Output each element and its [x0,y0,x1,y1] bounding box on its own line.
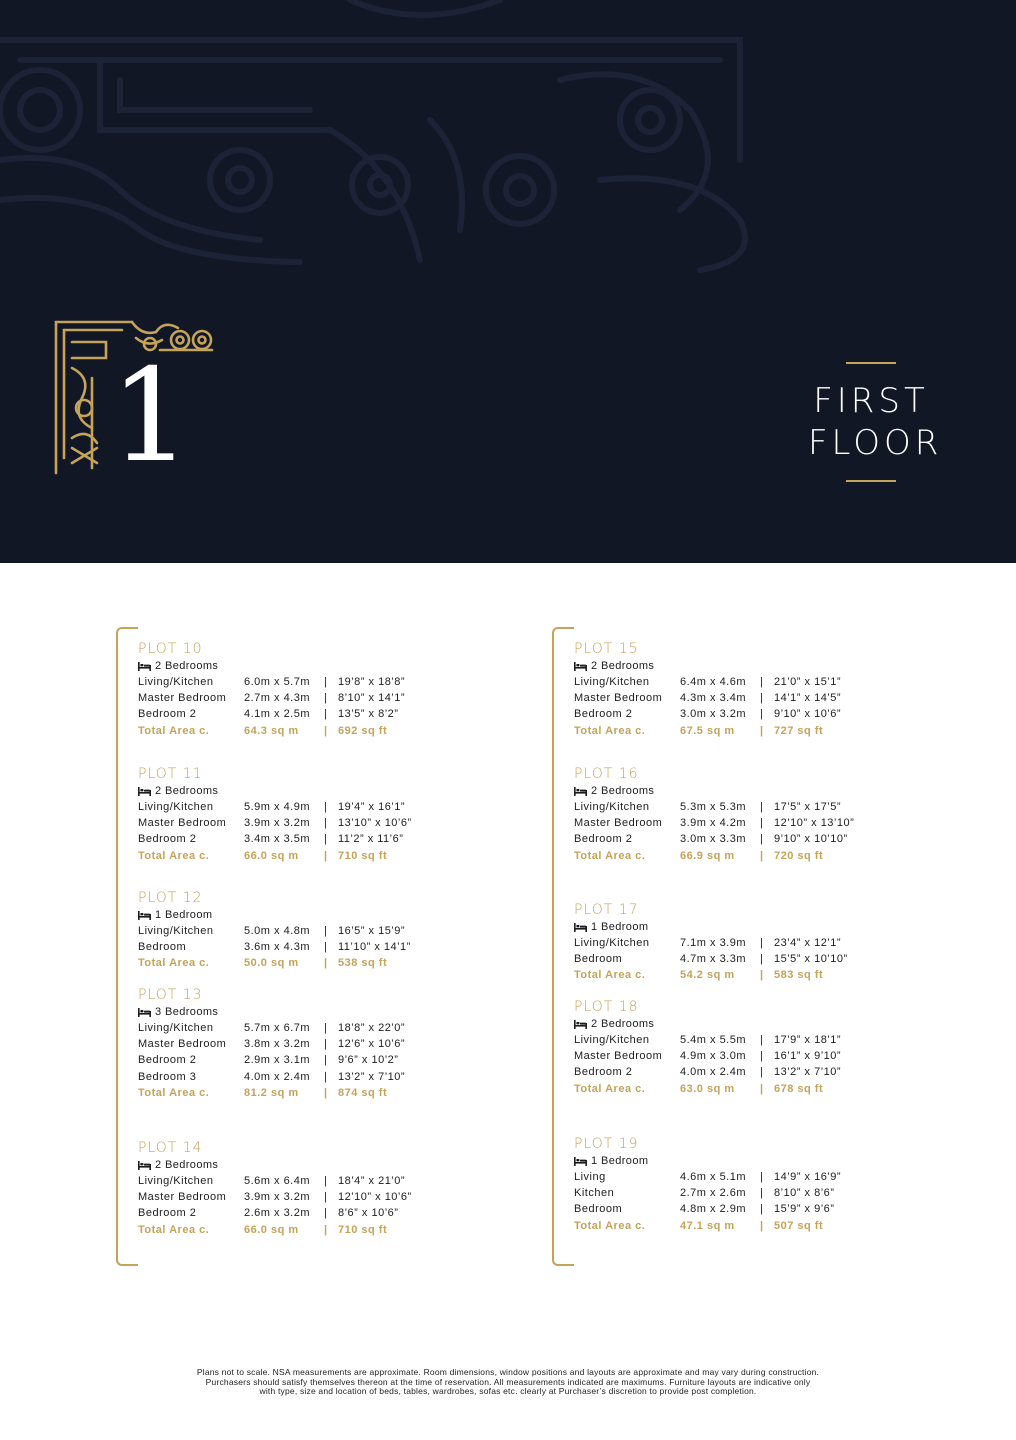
total-area-row [138,1085,468,1101]
room-name: Living/Kitchen [574,801,650,813]
room-imperial: 8’10” x 8’6” [774,1187,835,1200]
separator: | [324,724,328,737]
disclaimer-line3: with type, size and location of beds, tables, wardrobes, sofas etc. clearly at Purchaser’s discretion to provide post completion. [259,1386,757,1396]
room-metric: 3.9m x 3.2m [244,817,311,830]
plot-block [574,998,904,1097]
room-imperial: 12’6” x 10’6” [338,1038,406,1051]
room-name: Bedroom 2 [138,708,197,721]
room-name: Living/Kitchen [574,1034,650,1046]
room-row [138,1205,468,1221]
room-metric: 3.8m x 3.2m [244,1038,311,1051]
separator: | [324,849,328,862]
disclaimer-line2: Purchasers should satisfy themselves thereon at the time of reservation. All measurements indicated are maximums. Furniture layouts are indicative only [205,1376,811,1387]
room-name: Bedroom 2 [574,708,633,721]
room-row [138,1020,468,1036]
separator: | [760,1034,764,1046]
floor-title-block [808,362,943,482]
plot-block [574,765,904,864]
room-metric: 3.9m x 4.2m [680,817,747,830]
room-imperial: 13’2” x 7’10” [774,1066,842,1079]
room-imperial: 18’4” x 21’0” [338,1175,406,1187]
bedroom-count-label: 2 Bedrooms [591,1018,655,1030]
total-imperial: 692 sq ft [338,724,388,737]
plot-block [138,765,468,864]
total-imperial: 583 sq ft [774,969,824,982]
separator: | [324,1086,328,1099]
room-imperial: 19’4” x 16’1” [338,801,406,813]
floor-title-line2: FLOOR [808,423,943,463]
total-metric: 50.0 sq m [244,957,299,970]
bedroom-count [138,1157,468,1173]
room-name: Living/Kitchen [574,676,650,688]
room-name: Living/Kitchen [574,937,650,949]
bedroom-count [574,919,904,935]
room-name: Living/Kitchen [138,676,214,688]
room-row [574,1169,904,1185]
room-metric: 4.1m x 2.5m [244,708,311,721]
room-metric: 2.7m x 2.6m [680,1187,747,1200]
room-row [574,831,904,847]
room-name: Living [574,1171,606,1183]
room-metric: 5.6m x 6.4m [244,1175,311,1187]
bedroom-count-label: 1 Bedroom [591,921,649,933]
room-name: Kitchen [574,1187,615,1200]
plot-block [574,640,904,739]
room-name: Living/Kitchen [138,1022,214,1034]
bedroom-count [138,783,468,799]
room-name: Master Bedroom [138,692,227,705]
room-name: Master Bedroom [574,817,663,830]
plot-block [574,901,904,984]
room-metric: 2.9m x 3.1m [244,1054,311,1067]
total-area-row [574,723,904,739]
room-row [574,799,904,815]
separator: | [324,1191,328,1204]
room-row [574,935,904,951]
room-imperial: 12’10” x 13’10” [774,817,855,830]
total-label: Total Area c. [574,969,646,982]
plot-name: PLOT 19 [574,1136,639,1152]
room-metric: 3.0m x 3.3m [680,833,747,846]
separator: | [324,708,328,721]
room-name: Bedroom 2 [574,1066,633,1079]
bedroom-count [138,1004,468,1020]
room-metric: 5.0m x 4.8m [244,925,311,937]
right-column-bracket [552,627,574,1266]
bedroom-count-label: 2 Bedrooms [155,660,219,672]
total-label: Total Area c. [138,1086,210,1099]
plot-name: PLOT 10 [138,641,203,657]
bed-icon [574,662,587,671]
room-metric: 4.0m x 2.4m [244,1070,311,1083]
room-row [138,1052,468,1068]
separator: | [760,1082,764,1095]
room-row [138,1036,468,1052]
separator: | [760,692,764,705]
separator: | [324,817,328,830]
bed-icon [138,662,151,671]
plot-block [138,889,468,972]
title-rule-top [846,362,896,364]
total-metric: 66.9 sq m [680,849,735,862]
plot-name: PLOT 14 [138,1140,203,1156]
total-imperial: 678 sq ft [774,1082,824,1095]
room-name: Bedroom 2 [138,1207,197,1220]
separator: | [760,708,764,721]
room-row [574,706,904,722]
separator: | [760,1171,764,1183]
total-metric: 63.0 sq m [680,1082,735,1095]
bedroom-count-label: 3 Bedrooms [155,1006,219,1018]
separator: | [324,676,328,688]
room-name: Master Bedroom [574,1050,663,1063]
ornament-background-icon [0,0,1016,300]
total-metric: 66.0 sq m [244,1223,299,1236]
room-metric: 2.7m x 4.3m [244,692,311,705]
bed-icon [138,1161,151,1170]
room-imperial: 13’5” x 8’2” [338,708,399,721]
room-metric: 3.9m x 3.2m [244,1191,311,1204]
room-row [138,690,468,706]
plot-name: PLOT 12 [138,890,203,906]
room-imperial: 16’5” x 15’9” [338,925,406,937]
total-area-row [138,723,468,739]
total-area-row [138,1222,468,1238]
separator: | [760,801,764,813]
room-row [138,939,468,955]
bedroom-count-label: 2 Bedrooms [155,1159,219,1171]
room-row [574,951,904,967]
room-row [138,674,468,690]
total-label: Total Area c. [138,724,210,737]
room-imperial: 13’10” x 10’6” [338,817,412,830]
room-metric: 6.0m x 5.7m [244,676,311,688]
bedroom-count [574,1016,904,1032]
room-metric: 4.9m x 3.0m [680,1050,747,1063]
room-imperial: 15’5” x 10’10” [774,953,848,966]
bed-icon [574,787,587,796]
room-imperial: 15’9” x 9’6” [774,1203,835,1216]
room-imperial: 16’1” x 9’10” [774,1050,842,1063]
total-label: Total Area c. [138,849,210,862]
room-row [138,1069,468,1085]
total-label: Total Area c. [574,1082,646,1095]
room-imperial: 11’10” x 14’1” [338,941,411,954]
room-name: Bedroom 2 [138,833,197,846]
room-row [138,815,468,831]
room-row [138,831,468,847]
separator: | [760,817,764,830]
plot-block [138,640,468,739]
total-imperial: 874 sq ft [338,1086,388,1099]
separator: | [324,801,328,813]
room-imperial: 21’0” x 15’1” [774,676,842,688]
title-rule-bottom [846,480,896,482]
disclaimer-line1: Plans not to scale. NSA measurements are approximate. Room dimensions, window positions and layouts are approximate and may vary during construction. [196,1367,820,1377]
room-name: Bedroom [138,941,187,954]
room-name: Master Bedroom [138,817,227,830]
separator: | [760,849,764,862]
room-row [574,1201,904,1217]
hero-banner [0,0,1016,563]
bedroom-count [574,783,904,799]
room-metric: 3.4m x 3.5m [244,833,311,846]
room-imperial: 14’9” x 16’9” [774,1171,842,1183]
separator: | [324,1022,328,1034]
room-row [574,1185,904,1201]
room-name: Master Bedroom [138,1191,227,1204]
room-imperial: 9’6” x 10’2” [338,1054,399,1067]
total-label: Total Area c. [574,849,646,862]
total-area-row [138,955,468,971]
room-metric: 4.6m x 5.1m [680,1171,747,1183]
room-metric: 4.7m x 3.3m [680,953,747,966]
separator: | [760,969,764,982]
separator: | [324,941,328,954]
room-imperial: 23’4” x 12’1” [774,937,842,949]
total-area-row [574,1218,904,1234]
total-label: Total Area c. [138,1223,210,1236]
total-area-row [574,1081,904,1097]
total-label: Total Area c. [138,957,210,970]
bedroom-count-label: 1 Bedroom [155,909,213,921]
room-name: Bedroom 3 [138,1070,197,1083]
separator: | [760,724,764,737]
total-imperial: 727 sq ft [774,724,824,737]
separator: | [324,1070,328,1083]
room-name: Master Bedroom [574,692,663,705]
separator: | [760,1203,764,1216]
separator: | [760,1050,764,1063]
plot-name: PLOT 13 [138,987,203,1003]
room-row [574,690,904,706]
separator: | [324,957,328,970]
room-imperial: 12’10” x 10’6” [338,1191,412,1204]
total-imperial: 507 sq ft [774,1219,824,1232]
room-name: Living/Kitchen [138,925,214,937]
room-name: Bedroom 2 [138,1054,197,1067]
bed-icon [574,923,587,932]
separator: | [760,1187,764,1200]
bed-icon [138,787,151,796]
total-imperial: 710 sq ft [338,849,388,862]
room-metric: 7.1m x 3.9m [680,937,747,949]
room-metric: 3.6m x 4.3m [244,941,311,954]
room-metric: 5.9m x 4.9m [244,801,311,813]
room-row [138,1189,468,1205]
bedroom-count [138,907,468,923]
room-row [574,1064,904,1080]
plot-block [138,986,468,1101]
room-metric: 4.3m x 3.4m [680,692,747,705]
total-metric: 66.0 sq m [244,849,299,862]
room-row [574,815,904,831]
bedroom-count-label: 2 Bedrooms [591,785,655,797]
total-imperial: 720 sq ft [774,849,824,862]
room-metric: 5.7m x 6.7m [244,1022,311,1034]
plot-name: PLOT 18 [574,999,639,1015]
floor-title-line1: FIRST [813,381,929,421]
room-name: Bedroom [574,1203,623,1216]
room-imperial: 9’10” x 10’6” [774,708,842,721]
room-name: Living/Kitchen [138,1175,214,1187]
separator: | [324,1054,328,1067]
separator: | [324,1038,328,1051]
room-row [138,923,468,939]
separator: | [760,937,764,949]
plot-name: PLOT 16 [574,766,639,782]
bed-icon [574,1020,587,1029]
room-metric: 4.0m x 2.4m [680,1066,747,1079]
bedroom-count [138,658,468,674]
separator: | [324,833,328,846]
room-row [138,799,468,815]
bed-icon [138,1008,151,1017]
bedroom-count-label: 2 Bedrooms [591,660,655,672]
floor-number: 1 [110,342,192,491]
total-area-row [138,848,468,864]
room-name: Bedroom [574,953,623,966]
separator: | [760,1066,764,1079]
separator: | [324,1175,328,1187]
room-imperial: 9’10” x 10’10” [774,833,848,846]
room-metric: 5.4m x 5.5m [680,1034,747,1046]
room-name: Bedroom 2 [574,833,633,846]
room-imperial: 11’2” x 11’6” [338,833,404,846]
separator: | [324,1223,328,1236]
room-metric: 5.3m x 5.3m [680,801,747,813]
disclaimer [100,1368,916,1397]
room-row [138,1173,468,1189]
room-imperial: 8’6” x 10’6” [338,1207,399,1220]
room-metric: 2.6m x 3.2m [244,1207,311,1220]
total-metric: 54.2 sq m [680,969,735,982]
room-imperial: 19’8” x 18’8” [338,676,406,688]
room-imperial: 8’10” x 14’1” [338,692,406,705]
room-name: Living/Kitchen [138,801,214,813]
room-metric: 3.0m x 3.2m [680,708,747,721]
total-metric: 81.2 sq m [244,1086,299,1099]
room-imperial: 14’1” x 14’5” [774,692,842,705]
separator: | [760,1219,764,1232]
room-imperial: 17’5” x 17’5” [774,801,842,813]
bed-icon [138,911,151,920]
room-imperial: 17’9” x 18’1” [774,1034,842,1046]
bedroom-count [574,1153,904,1169]
total-imperial: 710 sq ft [338,1223,388,1236]
separator: | [760,953,764,966]
room-metric: 6.4m x 4.6m [680,676,747,688]
total-imperial: 538 sq ft [338,957,388,970]
total-area-row [574,967,904,983]
plot-block [138,1139,468,1238]
separator: | [324,692,328,705]
bedroom-count-label: 1 Bedroom [591,1155,649,1167]
separator: | [324,1207,328,1220]
plot-block [574,1135,904,1234]
separator: | [324,925,328,937]
room-metric: 4.8m x 2.9m [680,1203,747,1216]
room-imperial: 18’8” x 22’0” [338,1022,406,1034]
separator: | [760,676,764,688]
total-label: Total Area c. [574,1219,646,1232]
room-row [138,706,468,722]
plot-name: PLOT 11 [138,766,203,782]
bedroom-count-label: 2 Bedrooms [155,785,219,797]
separator: | [760,833,764,846]
total-metric: 67.5 sq m [680,724,735,737]
total-area-row [574,848,904,864]
plot-name: PLOT 17 [574,902,639,918]
total-label: Total Area c. [574,724,646,737]
plot-name: PLOT 15 [574,641,639,657]
bed-icon [574,1157,587,1166]
left-column-bracket [116,627,138,1266]
total-metric: 64.3 sq m [244,724,299,737]
floor-title [808,380,943,464]
room-row [574,1048,904,1064]
room-row [574,674,904,690]
room-name: Master Bedroom [138,1038,227,1051]
bedroom-count [574,658,904,674]
room-imperial: 13’2” x 7’10” [338,1070,406,1083]
room-row [574,1032,904,1048]
total-metric: 47.1 sq m [680,1219,735,1232]
